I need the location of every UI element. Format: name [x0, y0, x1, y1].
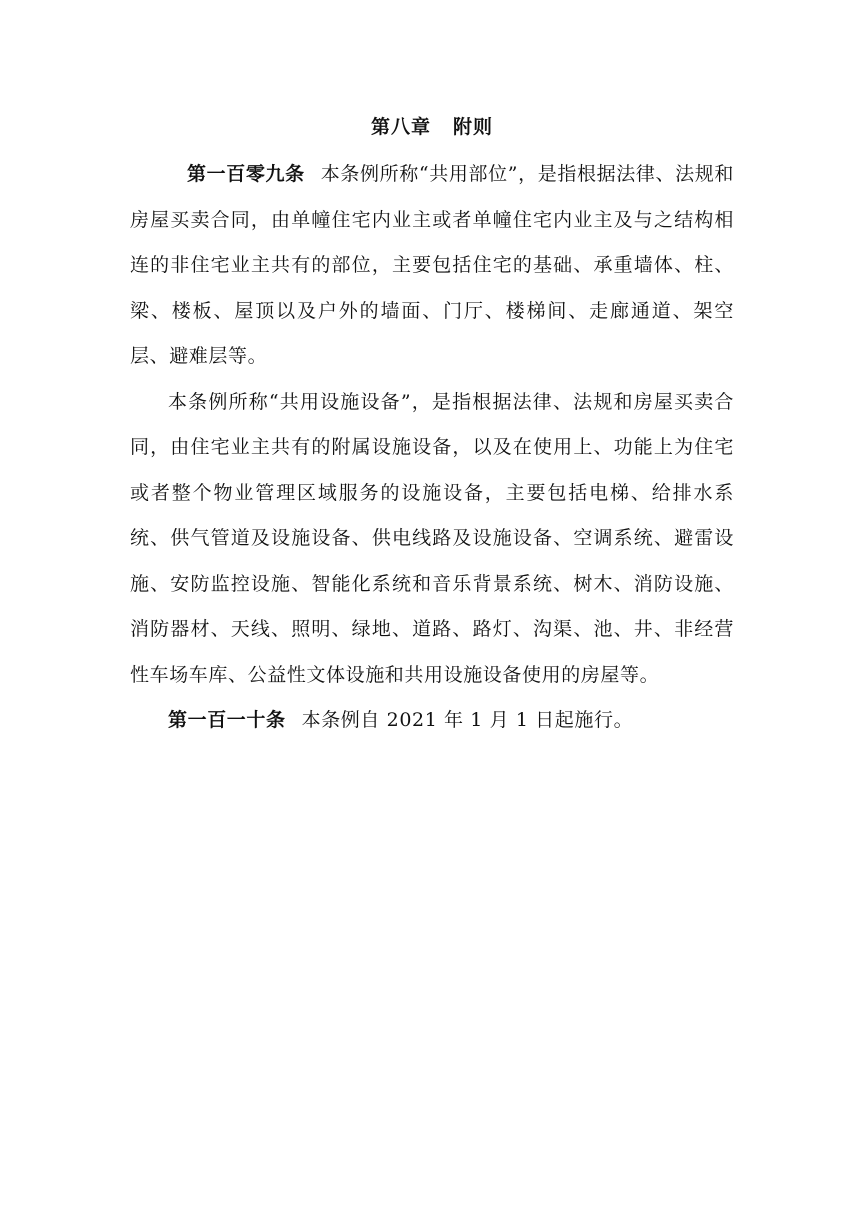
chapter-title: 附则: [453, 116, 494, 138]
document-body: [130, 109, 734, 744]
article-109-paragraph: [130, 152, 734, 380]
chapter-number: 第八章: [370, 116, 431, 138]
article-109-second-paragraph: [130, 380, 734, 699]
article-110-text: 本条例自 2021 年 1 月 1 日起施行。: [301, 709, 634, 731]
article-109-second-text: 本条例所称“共用设施设备”，是指根据法律、法规和房屋买卖合同，由住宅业主共有的附属设施设备，以及在使用上、功能上为住宅或者整个物业管理区域服务的设施设备，主要包括电梯、给排水系统、供气管道及设施设备、供电线路及设施设备、空调系统、避雷设施、安防监控设施、智能化系统和音乐背景系统、树木、消防设施、消防器材、天线、照明、绿地、道路、路灯、沟渠、池、井、非经营性车场车库、公益性文体设施和共用设施设备使用的房屋等。: [130, 390, 734, 686]
article-110-heading: 第一百一十条: [168, 709, 286, 731]
article-109-heading: 第一百零九条: [187, 163, 305, 185]
article-109-text: 本条例所称“共用部位”，是指根据法律、法规和房屋买卖合同，由单幢住宅内业主或者单幢住宅内业主及与之结构相连的非住宅业主共有的部位，主要包括住宅的基础、承重墙体、柱、梁、楼板、屋顶以及户外的墙面、门厅、楼梯间、走廊通道、架空层、避难层等。: [130, 163, 734, 367]
chapter-heading: [130, 109, 734, 146]
article-110-paragraph: [130, 698, 734, 744]
